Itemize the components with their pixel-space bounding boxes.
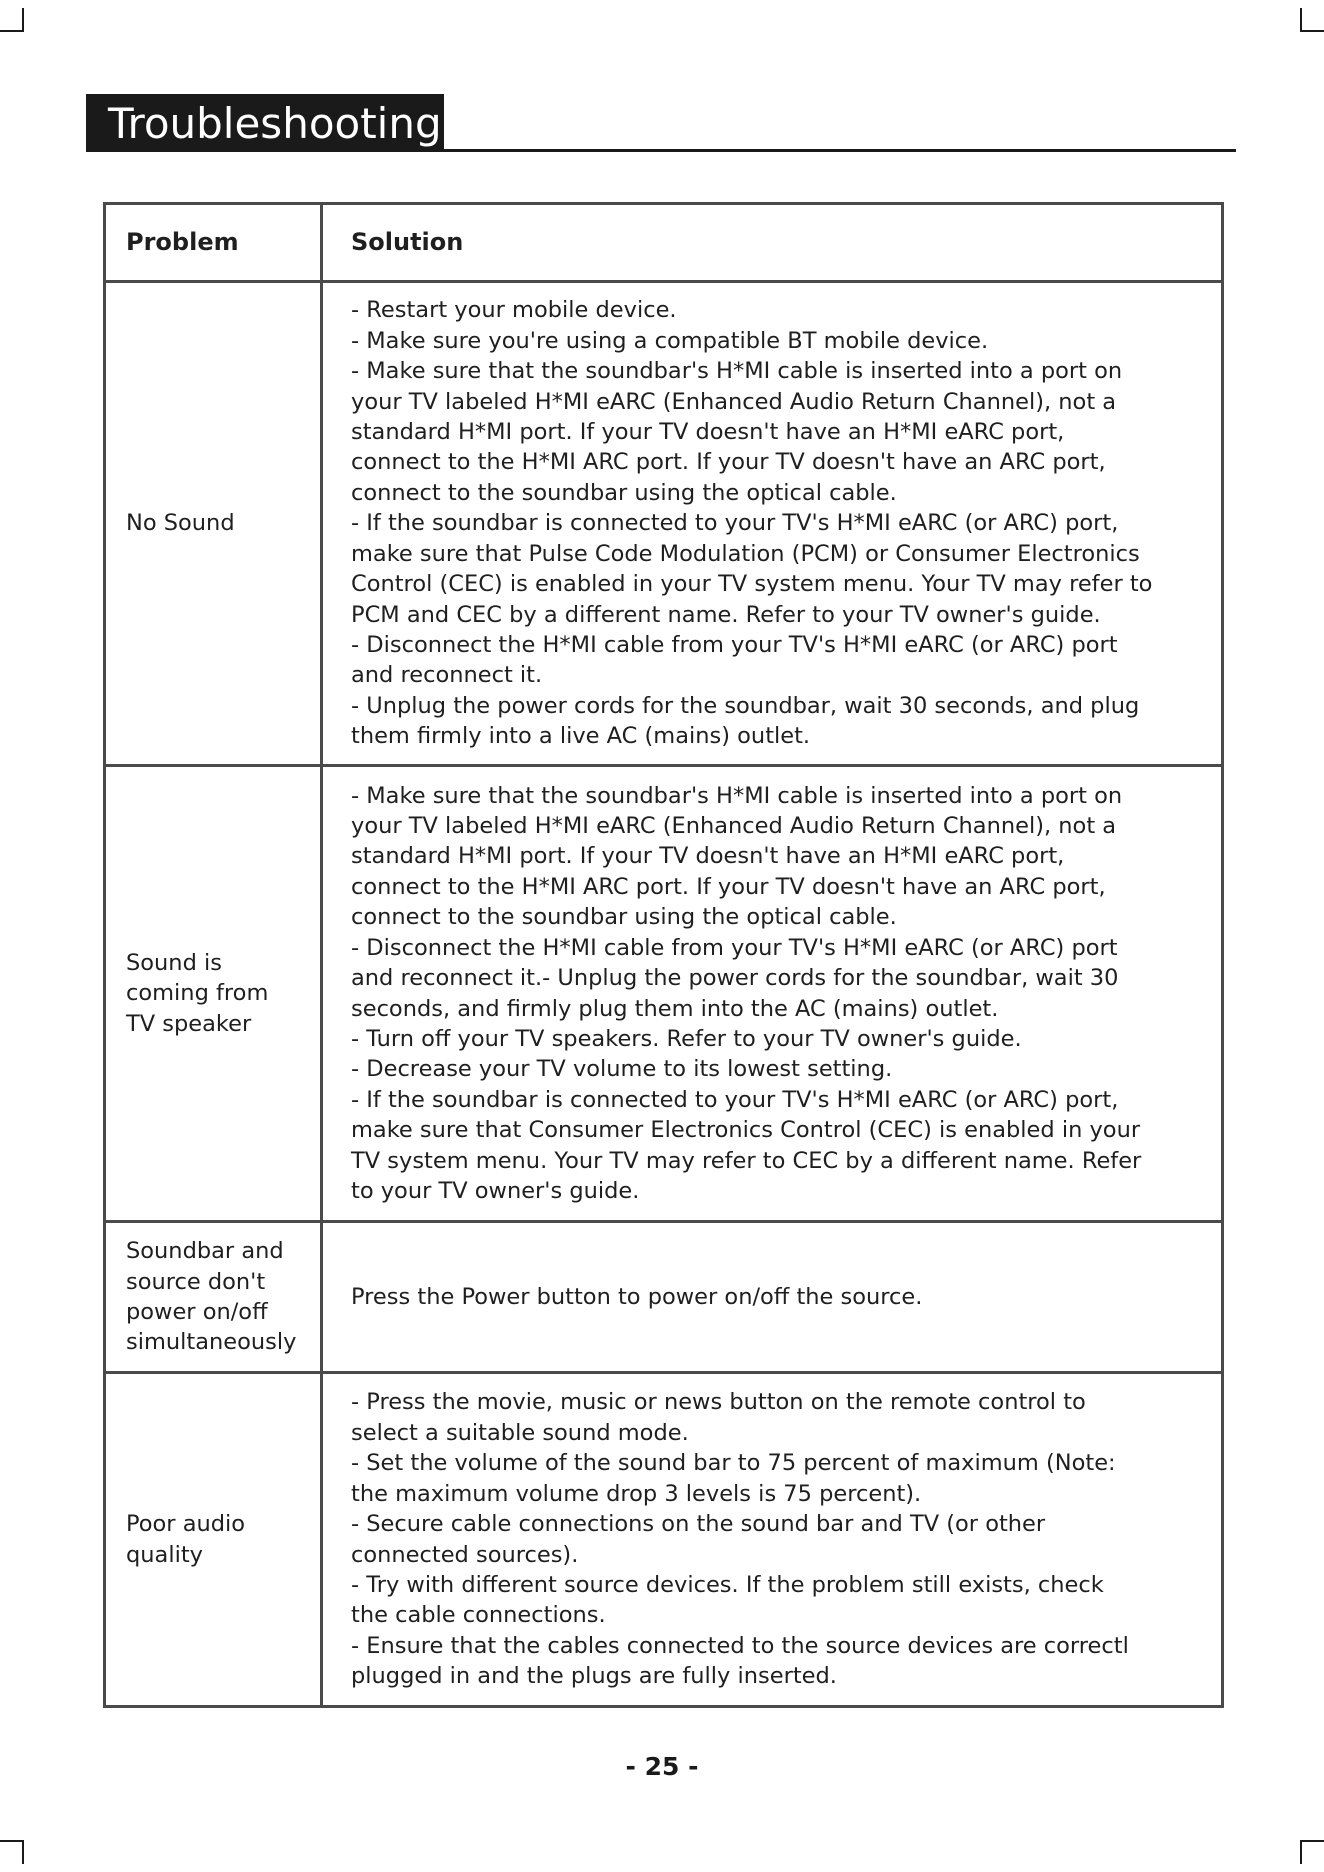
problem-text: Soundbar and — [126, 1238, 284, 1265]
solution-text: connect to the soundbar using the optical cable. — [351, 479, 897, 506]
solution-text: Control (CEC) is enabled in your TV system menu. Your TV may refer to — [351, 571, 1153, 598]
crop-mark-top-left — [0, 30, 22, 32]
solution-cell — [322, 1373, 1223, 1707]
troubleshooting-table — [103, 202, 1224, 1708]
solution-text: - Turn off your TV speakers. Refer to your TV owner's guide. — [351, 1025, 1022, 1052]
solution-text: - Make sure that the soundbar's H*MI cable is inserted into a port on — [351, 782, 1123, 809]
solution-text: select a suitable sound mode. — [351, 1419, 689, 1446]
header-solution: Solution — [322, 204, 1223, 282]
solution-text: the maximum volume drop 3 levels is 75 percent). — [351, 1480, 922, 1507]
table-row — [105, 1222, 1223, 1373]
solution-text: connect to the soundbar using the optical cable. — [351, 904, 897, 931]
problem-text: Poor audio — [126, 1511, 246, 1538]
solution-text: - Set the volume of the sound bar to 75 percent of maximum (Note: — [351, 1450, 1116, 1477]
solution-text: - Disconnect the H*MI cable from your TV's H*MI eARC (or ARC) port — [351, 631, 1118, 658]
problem-text: simultaneously — [126, 1329, 297, 1356]
solution-text: standard H*MI port. If your TV doesn't have an H*MI eARC port, — [351, 419, 1065, 446]
solution-text: - If the soundbar is connected to your TV's H*MI eARC (or ARC) port, — [351, 1086, 1119, 1113]
solution-text: TV system menu. Your TV may refer to CEC by a different name. Refer — [351, 1147, 1142, 1174]
problem-text: power on/off — [126, 1299, 268, 1325]
problem-cell — [105, 1222, 322, 1373]
title-rule — [444, 149, 1236, 152]
page-number: - 25 - — [625, 1752, 699, 1781]
problem-text: coming from — [126, 980, 269, 1007]
crop-mark-bottom-right-v — [1300, 1840, 1302, 1864]
solution-cell — [322, 766, 1223, 1222]
solution-cell — [322, 1222, 1223, 1373]
solution-text: - Disconnect the H*MI cable from your TV's H*MI eARC (or ARC) port — [351, 934, 1118, 961]
solution-text: - If the soundbar is connected to your TV's H*MI eARC (or ARC) port, — [351, 510, 1119, 537]
solution-text: standard H*MI port. If your TV doesn't have an H*MI eARC port, — [351, 843, 1065, 870]
problem-cell — [105, 766, 322, 1222]
problem-text: quality — [126, 1541, 203, 1568]
table-row — [105, 766, 1223, 1222]
problem-text: source don't — [126, 1268, 266, 1295]
solution-text: PCM and CEC by a different name. Refer to your TV owner's guide. — [351, 601, 1101, 628]
solution-text: Press the Power button to power on/off the source. — [351, 1283, 923, 1310]
solution-text: your TV labeled H*MI eARC (Enhanced Audio Return Channel), not a — [351, 388, 1117, 415]
table-row — [105, 282, 1223, 766]
crop-mark-bottom-right — [1302, 1840, 1324, 1842]
solution-text: and reconnect it. — [351, 662, 543, 689]
solution-text: and reconnect it.- Unplug the power cords for the soundbar, wait 30 — [351, 965, 1119, 992]
problem-cell — [105, 1373, 322, 1707]
solution-text: - Make sure you're using a compatible BT mobile device. — [351, 327, 989, 354]
problem-text: Sound is — [126, 949, 222, 976]
problem-text: No Sound — [126, 510, 235, 537]
solution-text: - Try with different source devices. If the problem still exists, check — [351, 1571, 1104, 1598]
solution-text: connected sources). — [351, 1541, 579, 1568]
crop-mark-top-left-v — [22, 8, 24, 32]
solution-text: connect to the H*MI ARC port. If your TV doesn't have an ARC port, — [351, 873, 1106, 900]
solution-text: - Secure cable connections on the sound bar and TV (or other — [351, 1511, 1046, 1538]
solution-text: - Make sure that the soundbar's H*MI cable is inserted into a port on — [351, 358, 1123, 385]
solution-text: make sure that Consumer Electronics Control (CEC) is enabled in your — [351, 1117, 1141, 1144]
table-body — [105, 282, 1223, 1707]
solution-text: - Unplug the power cords for the soundbar, wait 30 seconds, and plug — [351, 692, 1140, 719]
table-header-row — [105, 204, 1223, 282]
solution-text: - Restart your mobile device. — [351, 297, 677, 324]
solution-text: seconds, and firmly plug them into the AC (mains) outlet. — [351, 995, 999, 1022]
solution-text: them firmly into a live AC (mains) outlet. — [351, 723, 811, 750]
crop-mark-top-right — [1302, 30, 1324, 32]
solution-cell — [322, 282, 1223, 766]
header-problem: Problem — [105, 204, 322, 282]
section-title: Troubleshooting — [86, 94, 444, 152]
problem-cell — [105, 282, 322, 766]
solution-text: - Decrease your TV volume to its lowest setting. — [351, 1056, 893, 1083]
problem-text: TV speaker — [126, 1010, 252, 1037]
solution-text: to your TV owner's guide. — [351, 1177, 640, 1204]
solution-text: connect to the H*MI ARC port. If your TV doesn't have an ARC port, — [351, 449, 1106, 476]
crop-mark-top-right-v — [1300, 8, 1302, 32]
solution-text: plugged in and the plugs are fully inserted. — [351, 1663, 837, 1690]
solution-text: - Press the movie, music or news button on the remote control to — [351, 1389, 1086, 1416]
solution-text: make sure that Pulse Code Modulation (PCM) or Consumer Electronics — [351, 540, 1140, 567]
solution-text: the cable connections. — [351, 1602, 606, 1629]
table-row — [105, 1373, 1223, 1707]
crop-mark-bottom-left — [0, 1840, 22, 1842]
crop-mark-bottom-left-v — [22, 1840, 24, 1864]
solution-text: your TV labeled H*MI eARC (Enhanced Audio Return Channel), not a — [351, 813, 1117, 840]
solution-text: - Ensure that the cables connected to the source devices are correctl — [351, 1632, 1129, 1659]
